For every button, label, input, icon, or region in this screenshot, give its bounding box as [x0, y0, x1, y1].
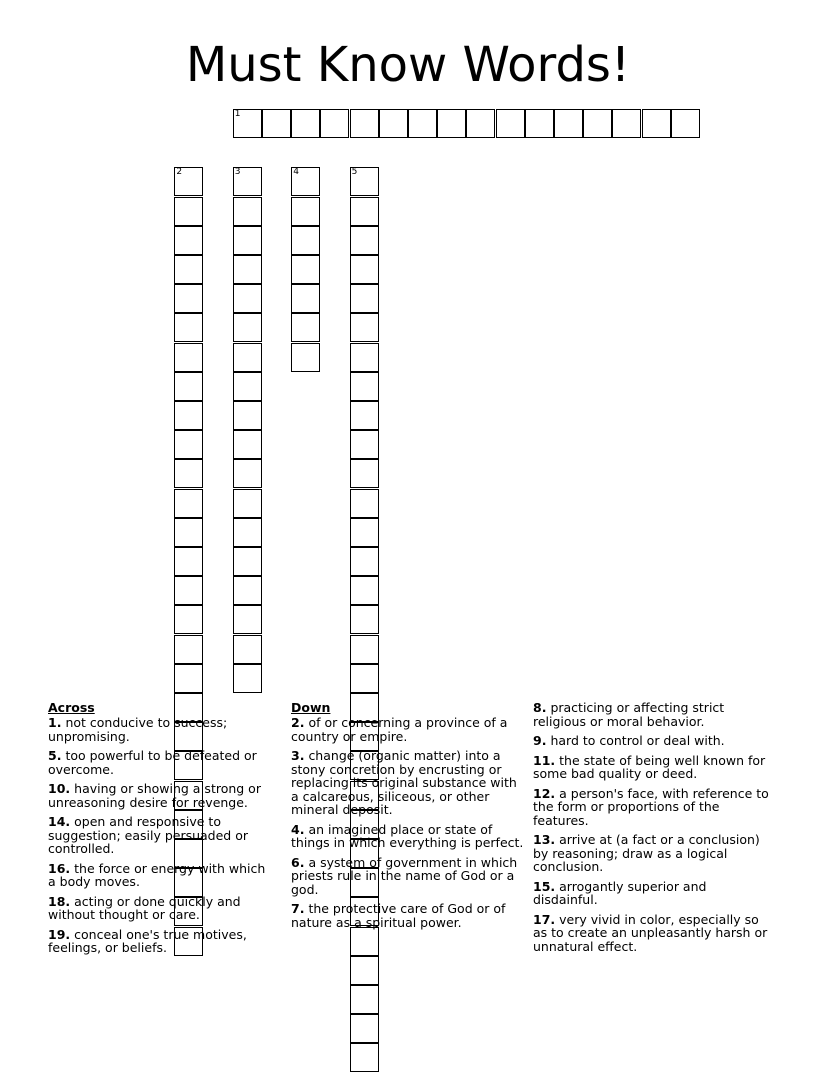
grid-cell[interactable] [291, 343, 320, 372]
clue-number: 2. [291, 715, 305, 730]
grid-cell[interactable] [233, 635, 262, 664]
grid-cell[interactable] [350, 401, 379, 430]
clue-item [48, 782, 276, 809]
clue-text: open and responsive to suggestion; easily persuaded or controlled. [48, 814, 248, 856]
grid-cell[interactable] [350, 167, 379, 196]
across-clues [48, 701, 276, 961]
grid-cell[interactable] [174, 372, 203, 401]
grid-cell[interactable] [174, 313, 203, 342]
clue-item [291, 716, 526, 743]
down-clues [291, 701, 526, 935]
grid-cell[interactable] [291, 226, 320, 255]
grid-cell[interactable] [350, 518, 379, 547]
clue-item [48, 895, 276, 922]
clue-item [48, 928, 276, 955]
grid-cell[interactable] [174, 226, 203, 255]
clue-number: 10. [48, 781, 71, 796]
grid-cell[interactable] [350, 576, 379, 605]
clue-text: very vivid in color, especially so as to create an unpleasantly harsh or unnatural effect. [533, 911, 768, 954]
grid-cell[interactable] [320, 109, 349, 138]
clue-text: not conducive to success; unpromising. [48, 715, 228, 744]
clue-text: arrogantly superior and disdainful. [533, 878, 707, 907]
clue-number: 15. [533, 878, 556, 894]
grid-cell[interactable] [291, 109, 320, 138]
grid-cell[interactable] [350, 255, 379, 284]
grid-cell[interactable] [350, 197, 379, 226]
clue-number: 1. [48, 715, 62, 730]
grid-cell[interactable] [350, 284, 379, 313]
clue-item [48, 862, 276, 889]
grid-cell[interactable] [233, 664, 262, 693]
clue-number: 6. [291, 854, 305, 870]
down-clues-continued [533, 701, 773, 959]
grid-cell[interactable] [350, 547, 379, 576]
grid-cell[interactable] [174, 197, 203, 226]
grid-cell[interactable] [350, 985, 379, 1014]
grid-cell[interactable] [233, 401, 262, 430]
grid-cell[interactable] [350, 109, 379, 138]
clue-item [533, 787, 773, 828]
grid-cell[interactable] [174, 489, 203, 518]
grid-cell[interactable] [350, 226, 379, 255]
clue-text: the force or energy with which a body moves. [48, 860, 266, 889]
clue-number: 4 [293, 167, 299, 178]
clue-text: the state of being well known for some bad quality or deed. [533, 752, 766, 781]
down-heading: Down [291, 700, 331, 715]
clue-number: 16. [48, 860, 71, 876]
grid-cell[interactable] [233, 109, 262, 138]
grid-cell[interactable] [350, 635, 379, 664]
grid-cell[interactable] [408, 109, 437, 138]
clue-item [533, 833, 773, 874]
grid-cell[interactable] [291, 197, 320, 226]
clue-text: having or showing a strong or unreasoning desire for revenge. [48, 781, 261, 810]
clue-number: 11. [533, 752, 556, 768]
grid-cell[interactable] [350, 605, 379, 634]
clue-text: conceal one's true motives, feelings, or beliefs. [48, 926, 247, 955]
clue-text: of or concerning a province of a country or empire. [291, 715, 508, 744]
clue-text: change (organic matter) into a stony concretion by encrusting or replacing its original substance with a calcareous, siliceous, or other mineral deposit. [291, 748, 517, 817]
clue-item [533, 913, 773, 954]
grid-cell[interactable] [350, 343, 379, 372]
across-heading: Across [48, 700, 95, 715]
grid-cell[interactable] [291, 284, 320, 313]
grid-cell[interactable] [174, 255, 203, 284]
grid-cell[interactable] [233, 167, 262, 196]
clue-text: a system of government in which priests rule in the name of God or a god. [291, 854, 518, 897]
clue-text: hard to control or deal with. [550, 733, 725, 748]
grid-cell[interactable] [174, 518, 203, 547]
clue-number: 4. [291, 821, 305, 837]
puzzle-title: Must Know Words! [185, 37, 631, 93]
grid-cell[interactable] [233, 284, 262, 313]
grid-cell[interactable] [174, 167, 203, 196]
grid-cell[interactable] [671, 109, 700, 138]
grid-cell[interactable] [350, 1014, 379, 1043]
grid-cell[interactable] [233, 255, 262, 284]
grid-cell[interactable] [174, 401, 203, 430]
clue-text: a person's face, with reference to the form or proportions of the features. [533, 785, 769, 828]
clue-number: 17. [533, 911, 556, 927]
grid-cell[interactable] [350, 1043, 379, 1072]
grid-cell[interactable] [233, 605, 262, 634]
clue-item [48, 815, 276, 856]
grid-cell[interactable] [612, 109, 641, 138]
grid-cell[interactable] [233, 459, 262, 488]
clue-number: 5 [351, 167, 358, 178]
grid-cell[interactable] [233, 313, 262, 342]
clue-item [533, 754, 773, 781]
clue-number: 1 [234, 109, 241, 119]
grid-cell[interactable] [350, 430, 379, 459]
grid-cell[interactable] [525, 109, 554, 138]
clue-text: acting or done quickly and without thought or care. [48, 893, 241, 922]
clue-number: 12. [533, 785, 556, 801]
grid-cell[interactable] [174, 664, 203, 693]
grid-cell[interactable] [233, 518, 262, 547]
clue-number: 7. [291, 901, 305, 916]
grid-cell[interactable] [642, 109, 671, 138]
clue-item [533, 880, 773, 907]
clue-text: an imagined place or state of things in which everything is perfect. [291, 821, 524, 850]
clue-item [48, 749, 276, 776]
clue-item [291, 823, 526, 850]
clue-item [291, 749, 526, 817]
grid-cell[interactable] [233, 226, 262, 255]
grid-cell[interactable] [174, 635, 203, 664]
clue-number: 3 [234, 167, 241, 178]
grid-cell[interactable] [174, 605, 203, 634]
clue-item [533, 734, 773, 748]
grid-cell[interactable] [233, 343, 262, 372]
grid-cell[interactable] [350, 313, 379, 342]
grid-cell[interactable] [233, 489, 262, 518]
grid-cell[interactable] [174, 547, 203, 576]
grid-cell[interactable] [437, 109, 466, 138]
grid-cell[interactable] [291, 167, 320, 196]
clue-number: 8. [533, 700, 547, 715]
clue-number: 9. [533, 733, 547, 748]
grid-cell[interactable] [350, 372, 379, 401]
clue-number: 13. [533, 832, 556, 847]
grid-cell[interactable] [350, 956, 379, 985]
clue-number: 2 [176, 167, 183, 178]
clue-text: the protective care of God or of nature as a spiritual power. [291, 901, 506, 930]
grid-cell[interactable] [379, 109, 408, 138]
clue-item [291, 902, 526, 929]
clue-number: 14. [48, 814, 71, 829]
grid-cell[interactable] [233, 547, 262, 576]
clue-text: too powerful to be defeated or overcome. [48, 748, 257, 777]
clue-text: practicing or affecting strict religious or moral behavior. [533, 700, 725, 729]
clue-number: 5. [48, 748, 62, 763]
grid-cell[interactable] [350, 664, 379, 693]
clue-item [291, 856, 526, 897]
clue-number: 18. [48, 893, 71, 909]
grid-cell[interactable] [291, 255, 320, 284]
grid-cell[interactable] [350, 489, 379, 518]
clue-item [48, 716, 276, 743]
grid-cell[interactable] [174, 430, 203, 459]
grid-cell[interactable] [174, 576, 203, 605]
grid-cell[interactable] [583, 109, 612, 138]
grid-cell[interactable] [554, 109, 583, 138]
grid-cell[interactable] [174, 459, 203, 488]
grid-cell[interactable] [233, 576, 262, 605]
clue-item [533, 701, 773, 728]
grid-cell[interactable] [262, 109, 291, 138]
grid-cell[interactable] [496, 109, 525, 138]
clue-number: 19. [48, 926, 71, 942]
clue-text: arrive at (a fact or a conclusion) by reasoning; draw as a logical conclusion. [533, 832, 760, 874]
grid-cell[interactable] [466, 109, 495, 138]
grid-cell[interactable] [174, 284, 203, 313]
grid-cell[interactable] [291, 313, 320, 342]
clue-number: 3. [291, 748, 305, 763]
grid-cell[interactable] [233, 197, 262, 226]
grid-cell[interactable] [174, 343, 203, 372]
grid-cell[interactable] [350, 459, 379, 488]
grid-cell[interactable] [233, 430, 262, 459]
grid-cell[interactable] [233, 372, 262, 401]
